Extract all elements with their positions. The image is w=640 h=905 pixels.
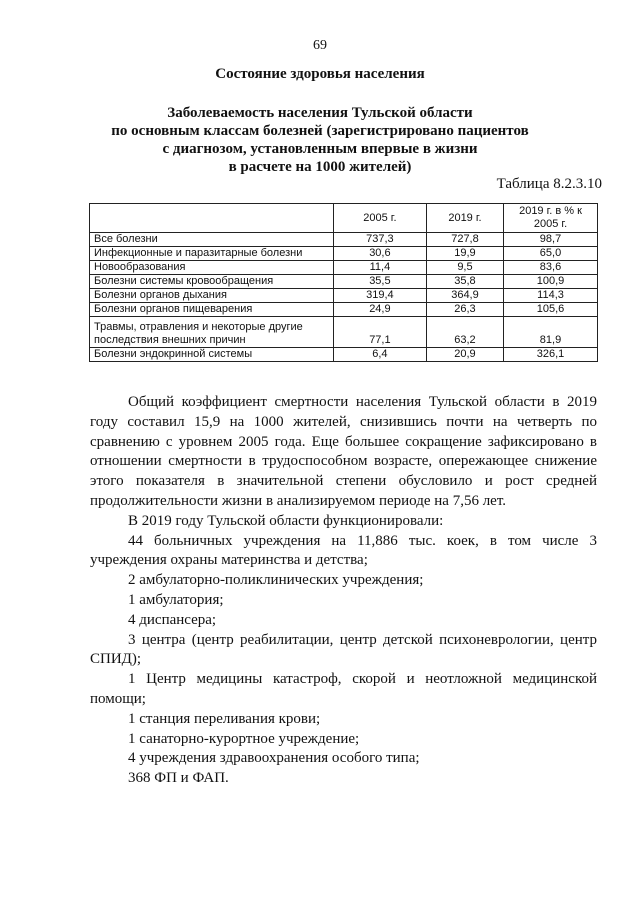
table-row bbox=[90, 275, 598, 289]
facility-item: 1 станция переливания крови; bbox=[128, 710, 321, 727]
table-header-cell: 2005 г. bbox=[333, 204, 426, 233]
value-2019: 26,3 bbox=[426, 303, 503, 317]
table-row bbox=[90, 233, 598, 247]
value-percent: 100,9 bbox=[504, 275, 598, 289]
table-row bbox=[90, 261, 598, 275]
disease-name: Новообразования bbox=[90, 261, 334, 275]
value-2019: 19,9 bbox=[426, 247, 503, 261]
table-header-cell: 2019 г. bbox=[426, 204, 503, 233]
value-2005: 737,3 bbox=[333, 233, 426, 247]
value-percent: 98,7 bbox=[504, 233, 598, 247]
value-2005: 77,1 bbox=[333, 317, 426, 348]
value-2005: 35,5 bbox=[333, 275, 426, 289]
table-title-line: по основным классам болезней (зарегистрировано пациентов bbox=[111, 123, 529, 139]
value-percent: 105,6 bbox=[504, 303, 598, 317]
value-percent: 81,9 bbox=[504, 317, 598, 348]
table-header-row bbox=[90, 204, 598, 233]
facility-item: 4 учреждения здравоохранения особого типа; bbox=[128, 750, 420, 767]
value-percent: 65,0 bbox=[504, 247, 598, 261]
table-row bbox=[90, 303, 598, 317]
table-row bbox=[90, 348, 598, 362]
disease-name: Все болезни bbox=[90, 233, 334, 247]
table-number: Таблица 8.2.3.10 bbox=[496, 176, 602, 192]
facility-item: 1 санаторно-курортное учреждение; bbox=[128, 730, 360, 747]
facility-item: 44 больничных учреждения на 11,886 тыс. коек, в том числе 3 учреждения охраны материнства и детства; bbox=[90, 532, 597, 569]
value-percent: 114,3 bbox=[504, 289, 598, 303]
table-title bbox=[0, 104, 640, 176]
facility-item: 368 ФП и ФАП. bbox=[128, 770, 229, 787]
disease-name: Болезни системы кровообращения bbox=[90, 275, 334, 289]
value-2019: 9,5 bbox=[426, 261, 503, 275]
value-2019: 364,9 bbox=[426, 289, 503, 303]
table-title-line: с диагнозом, установленным впервые в жизни bbox=[162, 141, 478, 157]
section-title: Состояние здоровья населения bbox=[215, 66, 425, 82]
table-row bbox=[90, 289, 598, 303]
table-row bbox=[90, 247, 598, 261]
disease-name: Болезни органов дыхания bbox=[90, 289, 334, 303]
facility-item: 1 амбулатория; bbox=[128, 591, 224, 608]
disease-name: Инфекционные и паразитарные болезни bbox=[90, 247, 334, 261]
value-2019: 20,9 bbox=[426, 348, 503, 362]
facility-item: 4 диспансера; bbox=[128, 611, 217, 628]
value-2005: 6,4 bbox=[333, 348, 426, 362]
facilities-intro: В 2019 году Тульской области функционировали: bbox=[128, 512, 444, 529]
value-2019: 727,8 bbox=[426, 233, 503, 247]
table-header-cell bbox=[90, 204, 334, 233]
value-2005: 319,4 bbox=[333, 289, 426, 303]
value-2019: 35,8 bbox=[426, 275, 503, 289]
value-2005: 24,9 bbox=[333, 303, 426, 317]
table-title-line: Заболеваемость населения Тульской области bbox=[167, 105, 473, 121]
table-title-line: в расчете на 1000 жителей) bbox=[228, 159, 412, 175]
value-2005: 30,6 bbox=[333, 247, 426, 261]
disease-name: Травмы, отравления и некоторые другие последствия внешних причин bbox=[90, 317, 334, 348]
value-2019: 63,2 bbox=[426, 317, 503, 348]
facility-item: 3 центра (центр реабилитации, центр детской психоневрологии, центр СПИД); bbox=[90, 631, 597, 668]
body-text bbox=[90, 393, 597, 789]
facility-item: 2 амбулаторно-поликлинических учреждения; bbox=[128, 572, 424, 589]
value-percent: 83,6 bbox=[504, 261, 598, 275]
facility-item: 1 Центр медицины катастроф, скорой и неотложной медицинской помощи; bbox=[90, 671, 597, 707]
value-percent: 326,1 bbox=[504, 348, 598, 362]
value-2005: 11,4 bbox=[333, 261, 426, 275]
table-header-cell: 2019 г. в % к 2005 г. bbox=[504, 204, 598, 233]
disease-name: Болезни эндокринной системы bbox=[90, 348, 334, 362]
table-row bbox=[90, 317, 598, 348]
morbidity-table bbox=[89, 203, 598, 362]
mortality-paragraph: Общий коэффициент смертности населения Тульской области в 2019 году составил 15,9 на 1000 жителей, снизившись почти на четверть по сравнению с уровнем 2005 года. Еще большее сокращение зафиксировано в отношении смертности в трудоспособном возрасте, опережающее снижение этого показателя в значительной степени обусловило и рост средней продолжительности жизни в анализируемом периоде на 7,56 лет. bbox=[90, 394, 597, 509]
page-number: 69 bbox=[313, 38, 327, 53]
disease-name: Болезни органов пищеварения bbox=[90, 303, 334, 317]
